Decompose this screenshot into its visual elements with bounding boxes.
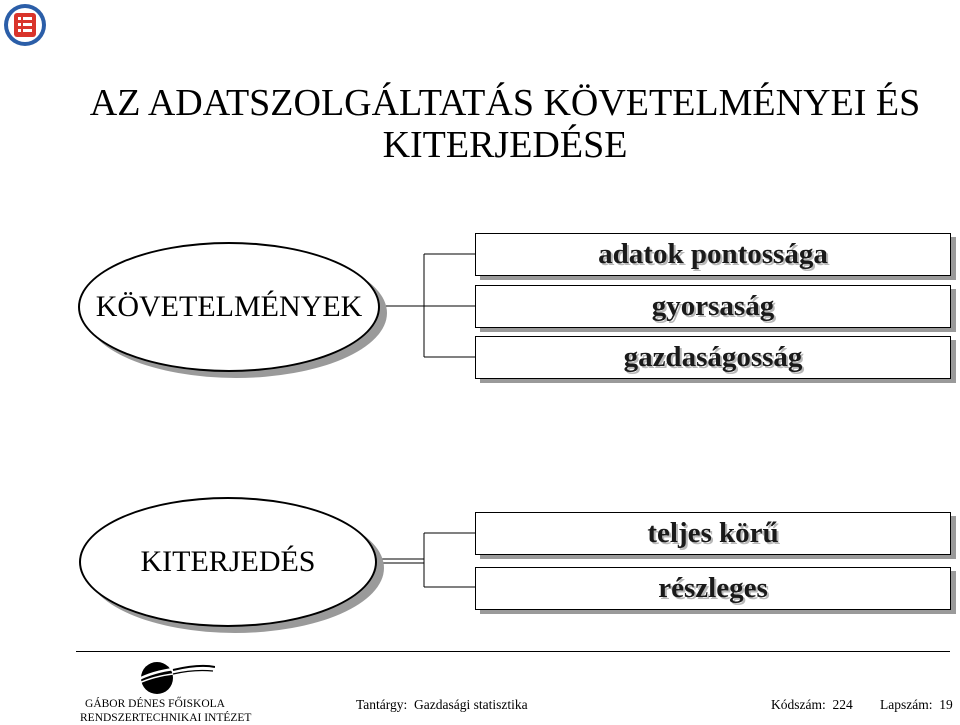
requirement-box-speed: gyorsaság: [475, 285, 951, 328]
footer-subject: Tantárgy: Gazdasági statisztika: [356, 697, 528, 712]
title-line-2: KITERJEDÉSE: [382, 124, 628, 166]
extent-node: [79, 497, 377, 627]
requirements-label: KÖVETELMÉNYEK: [95, 290, 363, 323]
school-name: GÁBOR DÉNES FŐISKOLA RENDSZERTECHNIKAI INTÉZET: [80, 698, 252, 724]
school-logo-icon: [135, 660, 215, 696]
requirement-box-accuracy: adatok pontossága: [475, 233, 951, 276]
footer-divider: [76, 651, 950, 652]
extent-label: KITERJEDÉS: [140, 545, 316, 578]
title-line-1: AZ ADATSZOLGÁLTATÁS KÖVETELMÉNYEI ÉS: [89, 82, 921, 124]
slide-menu-icon[interactable]: [2, 2, 48, 48]
requirements-node: [78, 242, 380, 372]
footer-code: Kódszám: 224: [771, 697, 853, 712]
extent-box-full: teljes körű: [475, 512, 951, 555]
page-title: [0, 82, 960, 166]
footer-page: Lapszám: 19: [880, 697, 953, 712]
requirement-box-economy: gazdaságosság: [475, 336, 951, 379]
extent-box-partial: részleges: [475, 567, 951, 610]
